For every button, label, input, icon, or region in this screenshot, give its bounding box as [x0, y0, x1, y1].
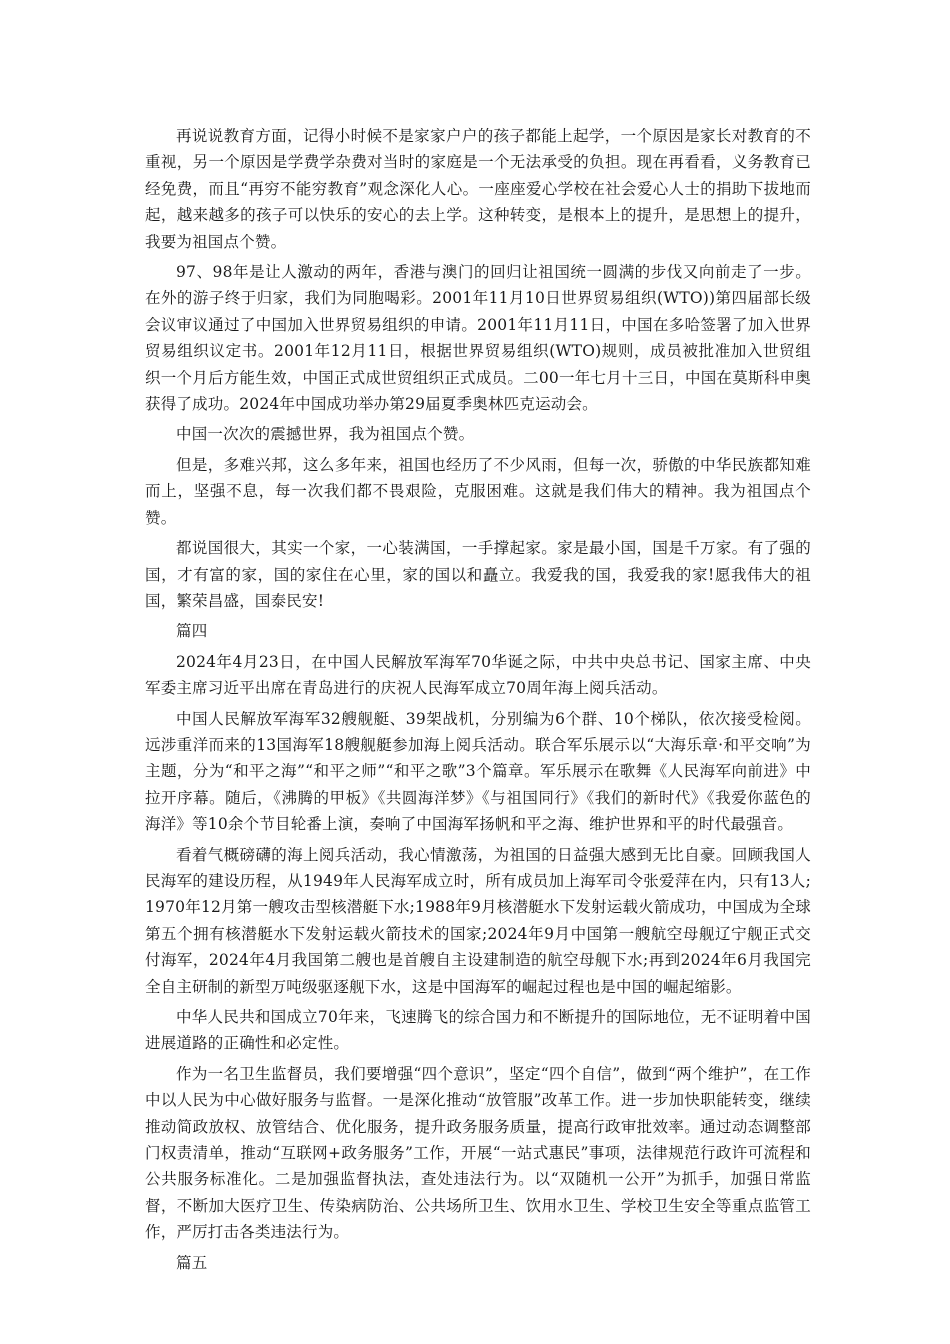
- paragraph-naval-review-intro: 2024年4月23日，在中国人民解放军海军70华诞之际，中共中央总书记、国家主席、中央军委主席习近平出席在青岛进行的庆祝人民海军成立70周年海上阅兵活动。: [145, 652, 811, 698]
- paragraph-national-progress: 中华人民共和国成立70年来，飞速腾飞的综合国力和不断提升的国际地位，无不证明着中国进展道路的正确性和必定性。: [145, 1008, 811, 1053]
- section-heading-4: 篇四: [176, 622, 208, 641]
- paragraph-adversity: 但是，多难兴邦，这么多年来，祖国也经历了不少风雨，但每一次，骄傲的中华民族都知难而上，坚强不息，每一次我们都不畏艰险，克服困难。这就是我们伟大的精神。我为祖国点个赞。: [145, 455, 811, 527]
- paragraph-health-supervision: 作为一名卫生监督员，我们要增强“四个意识”，坚定“四个自信”，做到“两个维护”，在工作中以人民为中心做好服务与监督。一是深化推动“放管服”改革工作。进一步加快职能转变，继续推动简政放权、放管结合、优化服务，提升政务服务质量，提高行政审批效率。通过动态调整部门权责清单，推动“互联网+政务服务”工作，开展“一站式惠民”事项，法律规范行政许可流程和公共服务标准化。二是加强监督执法，查处违法行为。以“双随机一公开”为抓手，加强日常监督，不断加大医疗卫生、传染病防治、公共场所卫生、饮用水卫生、学校卫生安全等重点监管工作，严厉打击各类违法行为。: [145, 1064, 811, 1242]
- section-heading-5: 篇五: [176, 1253, 208, 1272]
- paragraph-home-and-country: 都说国很大，其实一个家，一心装满国，一手撑起家。家是最小国，国是千万家。有了强的国，才有富的家，国的家住在心里，家的国以和矗立。我爱我的国，我爱我的家!愿我伟大的祖国，繁荣昌盛，国泰民安!: [145, 539, 811, 610]
- paragraph-naval-review-details: 中国人民解放军海军32艘舰艇、39架战机，分别编为6个群、10个梯队，依次接受检阅。远涉重洋而来的13国海军18艘舰艇参加海上阅兵活动。联合军乐展示以“大海乐章·和平交响”为主题，分为“和平之海”“和平之师”“和平之歌”3个篇章。军乐展示在歌舞《人民海军向前进》中拉开序幕。随后，《沸腾的甲板》《共圆海洋梦》《与祖国同行》《我们的新时代》《我爱你蓝色的海洋》等10余个节目轮番上演，奏响了中国海军扬帆和平之海、维护世界和平的时代最强音。: [145, 709, 811, 834]
- paragraph-education: 再说说教育方面，记得小时候不是家家户户的孩子都能上起学，一个原因是家长对教育的不重视，另一个原因是学费学杂费对当时的家庭是一个无法承受的负担。现在再看看，义务教育已经免费，而且“再穷不能穷教育”观念深化人心。一座座爱心学校在社会爱心人士的捐助下拔地而起，越来越多的孩子可以快乐的安心的去上学。这种转变，是根本上的提升，是思想上的提升，我要为祖国点个赞。: [145, 127, 811, 251]
- paragraph-navy-history: 看着气概磅礴的海上阅兵活动，我心情激荡，为祖国的日益强大感到无比自豪。回顾我国人民海军的建设历程，从1949年人民海军成立时，所有成员加上海军司令张爱萍在内，只有13人;1970年12月第一艘攻击型核潜艇下水;1988年9月核潜艇水下发射运载火箭成功，中国成为全球第五个拥有核潜艇水下发射运载火箭技术的国家;2024年9月中国第一艘航空母舰辽宁舰正式交付海军，2024年4月我国第二艘也是首艘自主设建制造的航空母舰下水;再到2024年6月我国完全自主研制的新型万吨级驱逐舰下水，这是中国海军的崛起过程也是中国的崛起缩影。: [145, 845, 811, 996]
- document-page: [145, 123, 811, 1280]
- paragraph-praise: 中国一次次的震撼世界，我为祖国点个赞。: [176, 425, 475, 444]
- paragraph-history-milestones: 97、98年是让人激动的两年，香港与澳门的回归让祖国统一圆满的步伐又向前走了一步。在外的游子终于归家，我们为同胞喝彩。2001年11月10日世界贸易组织(WTO))第四届部长级会议审议通过了中国加入世界贸易组织的申请。2001年11月11日，中国在多哈签署了加入世界贸易组织议定书。2001年12月11日，根据世界贸易组织(WTO)规则，成员被批准加入世贸组织一个月后方能生效，中国正式成世贸组织正式成员。二00一年七月十三日，中国在莫斯科申奥获得了成功。2024年中国成功举办第29届夏季奥林匹克运动会。: [145, 263, 811, 414]
